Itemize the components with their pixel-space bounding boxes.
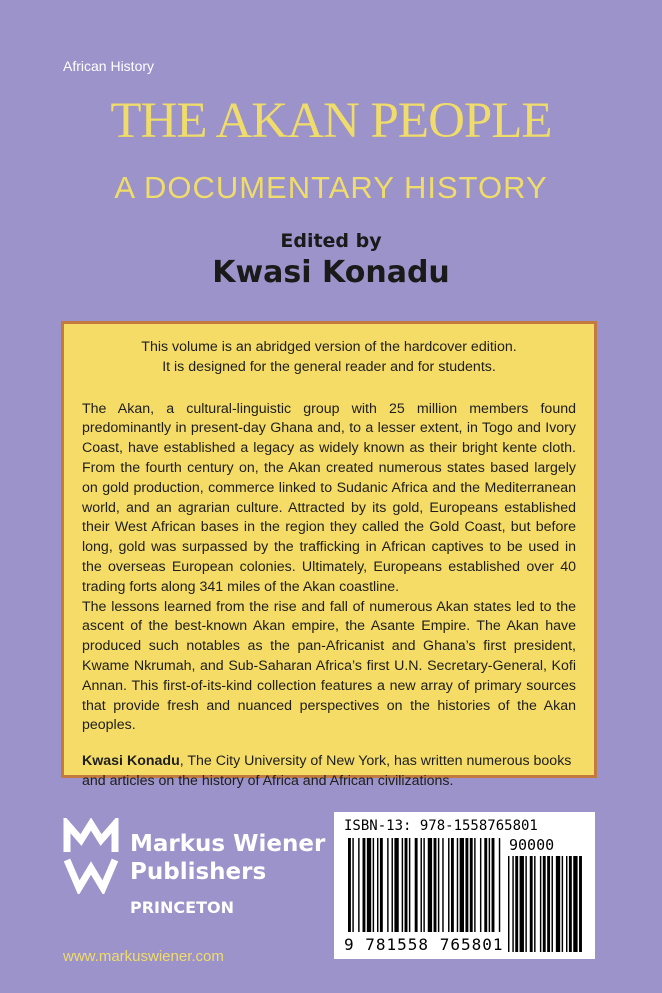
isbn-digits: 9 781558 765801 [344, 935, 504, 954]
barcode-bar [421, 838, 422, 932]
publisher-name-line-2: Publishers [130, 859, 267, 885]
barcode-bar [480, 838, 481, 932]
price-bar [562, 856, 563, 952]
barcode-bar [394, 838, 398, 932]
price-bar [525, 856, 526, 952]
author-bio [82, 752, 576, 792]
price-bar [540, 856, 541, 952]
barcode-bar [363, 838, 366, 932]
barcode-bar [457, 838, 458, 932]
barcode-bar [434, 838, 437, 932]
price-bar [520, 856, 524, 952]
edition-note [82, 338, 576, 378]
barcode-bar [492, 838, 495, 932]
barcode-bar [451, 838, 454, 932]
barcode-bar [415, 838, 418, 932]
price-bar [547, 856, 550, 952]
price-bar [552, 856, 553, 952]
barcode-bar [499, 838, 500, 932]
price-code: 90000 [509, 836, 555, 854]
price-bar [543, 856, 546, 952]
publisher-name-line-1: Markus Wiener [130, 831, 326, 857]
barcode-bar [352, 838, 353, 932]
publisher-url[interactable]: www.markuswiener.com [63, 948, 224, 965]
category-label: African History [63, 58, 155, 74]
barcode-box [334, 812, 595, 959]
barcode-bar [438, 838, 439, 932]
barcode-bar [484, 838, 487, 932]
author-bio-name: Kwasi Konadu [82, 753, 180, 770]
price-bar [534, 856, 535, 952]
edition-note-line-1: This volume is an abridged version of the hardcover edition. [141, 339, 517, 355]
price-bar [579, 856, 582, 952]
book-title: THE AKAN PEOPLE [110, 93, 552, 149]
price-bar [566, 856, 567, 952]
barcode-bar [405, 838, 408, 932]
price-bar [512, 856, 513, 952]
book-subtitle: A DOCUMENTARY HISTORY [114, 170, 548, 205]
barcode-bar [470, 838, 473, 932]
barcode-bar [373, 838, 374, 932]
barcode-bar [380, 838, 383, 932]
barcode-bar [423, 838, 424, 932]
price-bar [530, 856, 533, 952]
barcode-bar [460, 838, 464, 932]
blurb-paragraph-1: The Akan, a cultural-linguistic group with 25 million members found predominantly in present-day Ghana and, to a lesser extent, in Togo and Ivory Coast, have established a legacy as widely known as their bright kente cloth. From the fourth century on, the Akan created numerous states based largely on gold production, commerce linked to Sudanic Africa and the Mediterranean world, and an agrarian culture. Attracted by its gold, Europeans established their West African bases in the region they called the Gold Coast, but before long, gold was surpassed by the trafficking in African captives to be used in the overseas European colonies. Ultimately, Europeans established over 40 trading forts along 341 miles of the Akan coastline. [82, 400, 576, 595]
editor-name: Kwasi Konadu [212, 255, 450, 290]
barcode-bar [387, 838, 388, 932]
barcode-bar [348, 838, 351, 932]
barcode-bar [402, 838, 403, 932]
isbn-label: ISBN-13: 978-1558765801 [344, 818, 538, 834]
blurb-box [61, 321, 597, 789]
edition-note-line-2: It is designed for the general reader and for students. [162, 358, 496, 375]
author-bio-text: , The City University of New York, has written numerous books and articles on the history of Africa and African civilizations. [82, 753, 572, 789]
barcode-bar [442, 838, 443, 932]
barcode-bar [358, 838, 359, 932]
price-bar [569, 856, 572, 952]
barcode-bar [377, 838, 378, 932]
price-bar [508, 856, 509, 952]
barcode-bar [392, 838, 393, 932]
barcode-bar [489, 838, 490, 932]
barcode-bar [367, 838, 371, 932]
blurb-paragraph-2: The lessons learned from the rise and fall of numerous Akan states led to the ascent of the best-known Akan empire, the Asante Empire. The Akan have produced such notables as the pan-Africanist and Ghana’s first president, Kwame Nkrumah, and Sub-Saharan Africa’s first U.N. Secretary-General, Kofi Annan. This first-of-its-kind collection features a new array of primary sources that provide fresh and nuanced perspectives on the histories of the Akan peoples. [82, 598, 576, 734]
publisher-city: PRINCETON [130, 898, 234, 917]
price-bar [515, 856, 518, 952]
barcode-bar [448, 838, 449, 932]
barcode-bar [465, 838, 468, 932]
price-bar [556, 856, 560, 952]
barcode-bar [428, 838, 432, 932]
mw-monogram-icon [63, 818, 119, 894]
price-bar [573, 856, 577, 952]
barcode-bar [409, 838, 410, 932]
edited-by-label: Edited by [280, 230, 382, 252]
barcode-bar [474, 838, 475, 932]
